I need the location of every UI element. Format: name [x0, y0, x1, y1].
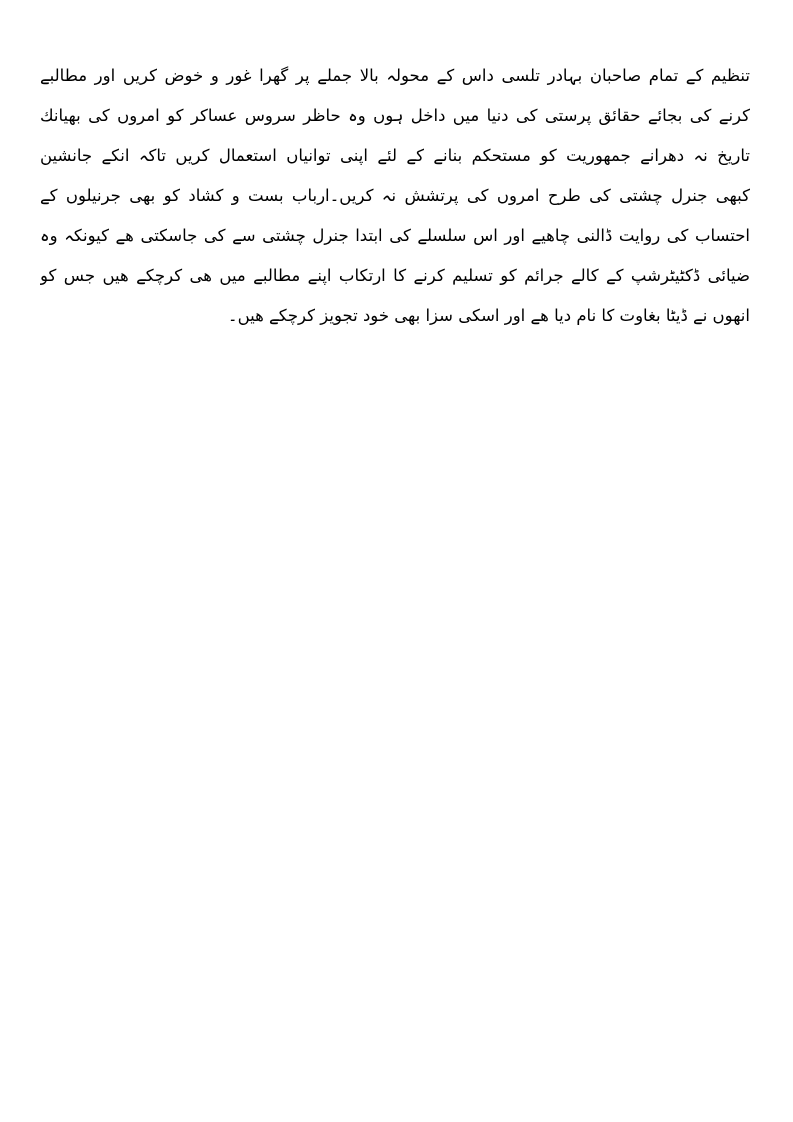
paragraph-line-6: ضیائی ڈکٹیٹرشپ کے کالے جرائم کو تسلیم کرنے کا ارتکاب اپنے مطالبے میں ھی کرچکے ھیں جس کو	[40, 266, 750, 285]
paragraph-line-3: تاریخ نہ دھرانے جمھوریت کو مستحکم بنانے کے لئے اپنی توانیاں استعمال کریں تاکہ انکے جانشین	[40, 146, 750, 165]
urdu-paragraph	[40, 56, 750, 336]
paragraph-line-2: کرنے کی بجائے حقائق پرستی کی دنیا میں داخل ہوں وہ حاظر سروس عساکر کو امروں کی بھیانك	[40, 106, 750, 125]
paragraph-line-1: تنظیم کے تمام صاحبان بہادر تلسی داس کے محولہ بالا جملے پر گھرا غور و خوض کریں اور مطالبے	[40, 66, 750, 85]
paragraph-line-7: انھوں نے ڈیٹا بغاوت کا نام دیا ھے اور اسکی سزا بھی خود تجویز کرچکے ھیں۔	[227, 306, 750, 325]
paragraph-line-5: احتساب کی روایت ڈالنی چاھیے اور اس سلسلے کی ابتدا جنرل چشتی سے کی جاسکتی ھے کیونکہ وہ	[40, 226, 750, 245]
paragraph-line-4: کبھی جنرل چشتی کی طرح امروں کی پرتشش نہ کریں۔ارباب بست و کشاد کو بھی جرنیلوں کے	[40, 186, 750, 205]
